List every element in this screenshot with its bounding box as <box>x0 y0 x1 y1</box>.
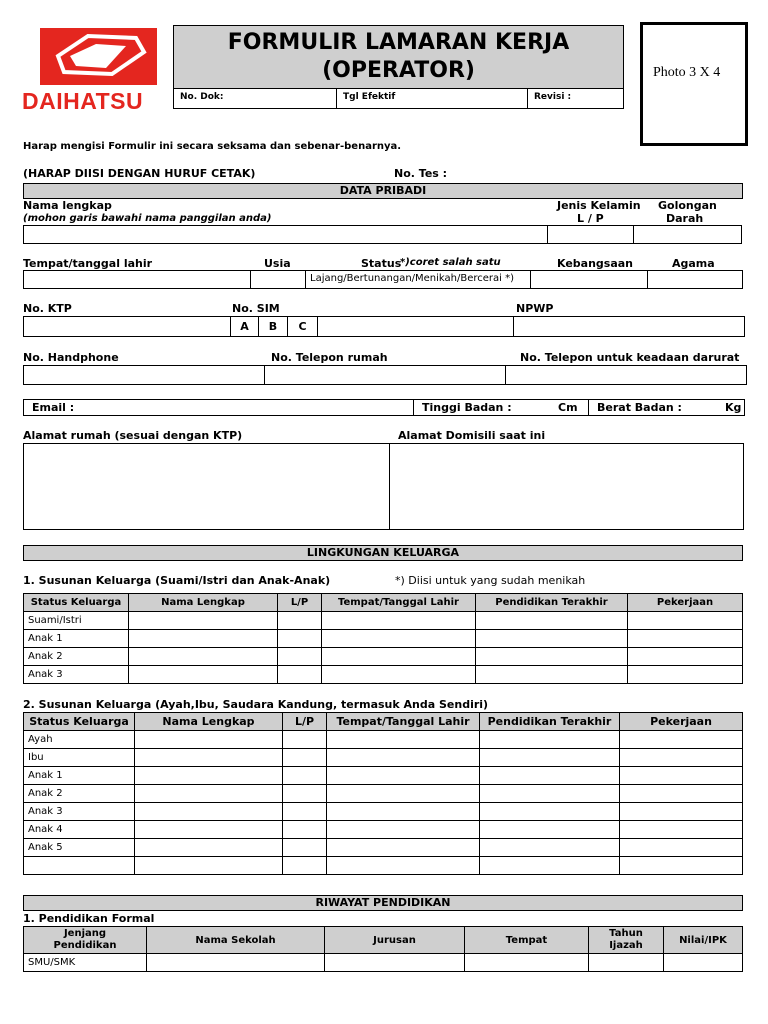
npwp-input[interactable] <box>513 316 745 337</box>
nama-lengkap-input[interactable] <box>23 225 548 244</box>
table-row[interactable] <box>24 803 743 821</box>
table-header-row <box>24 927 743 954</box>
kebangsaan-input[interactable] <box>530 270 648 289</box>
header-jurusan: Jurusan <box>325 927 465 954</box>
row-status: Ayah <box>24 731 135 749</box>
sim-a-checkbox[interactable]: A <box>230 316 259 337</box>
header-pekerjaan: Pekerjaan <box>628 594 743 612</box>
no-ktp-label: No. KTP <box>23 302 72 315</box>
darah-label: Darah <box>666 212 704 225</box>
status-label: Status <box>361 257 402 270</box>
header-status: Status Keluarga <box>24 713 135 731</box>
npwp-label: NPWP <box>516 302 554 315</box>
sim-c-checkbox[interactable]: C <box>287 316 318 337</box>
table-row[interactable] <box>24 767 743 785</box>
susunan-keluarga-1-table <box>23 593 743 684</box>
header-ttl: Tempat/Tanggal Lahir <box>327 713 480 731</box>
header-nama: Nama Lengkap <box>135 713 283 731</box>
tempat-tgl-lahir-label: Tempat/tanggal lahir <box>23 257 153 270</box>
golongan-label: Golongan <box>658 199 717 212</box>
row-status: Anak 1 <box>24 630 129 648</box>
tempat-tgl-lahir-input[interactable] <box>23 270 251 289</box>
brand-name: DAIHATSU <box>22 88 144 114</box>
row-status: Ibu <box>24 749 135 767</box>
header-tempat: Tempat <box>465 927 589 954</box>
daihatsu-emblem-icon <box>40 28 157 85</box>
kebangsaan-label: Kebangsaan <box>557 257 634 270</box>
pendidikan-formal-table <box>23 926 743 972</box>
table-row[interactable] <box>24 954 743 972</box>
daihatsu-logo-mark <box>40 28 157 85</box>
row-status: Anak 2 <box>24 785 135 803</box>
alamat-domisili-textarea[interactable] <box>389 443 744 530</box>
no-hp-label: No. Handphone <box>23 351 119 364</box>
row-status: Anak 5 <box>24 839 135 857</box>
photo-box[interactable] <box>640 22 748 146</box>
table-row[interactable] <box>24 839 743 857</box>
no-dok-cell: No. Dok: <box>173 88 337 109</box>
table-row[interactable] <box>24 630 743 648</box>
form-title-box <box>173 25 624 89</box>
nama-hint: (mohon garis bawahi nama panggilan anda) <box>23 213 272 224</box>
row-status: Anak 3 <box>24 803 135 821</box>
no-telp-darurat-input[interactable] <box>505 365 747 385</box>
instruction-text: Harap mengisi Formulir ini secara seksama dan sebenar-benarnya. <box>23 141 402 152</box>
usia-label: Usia <box>264 257 291 270</box>
berat-badan-input[interactable] <box>588 399 745 416</box>
no-telp-rumah-label: No. Telepon rumah <box>271 351 388 364</box>
golongan-darah-input[interactable] <box>633 225 742 244</box>
usia-input[interactable] <box>250 270 306 289</box>
header-nama: Nama Lengkap <box>129 594 278 612</box>
status-hint: *)coret salah satu <box>400 257 501 268</box>
kg-unit: Kg <box>725 401 742 414</box>
header-nilai: Nilai/IPK <box>664 927 743 954</box>
header-tahun-ijazah: Tahun Ijazah <box>589 927 664 954</box>
tgl-efektif-cell: Tgl Efektif <box>336 88 528 109</box>
status-input[interactable] <box>305 270 531 289</box>
form-title-line1: FORMULIR LAMARAN KERJA <box>227 30 570 55</box>
table-row[interactable] <box>24 857 743 875</box>
cm-unit: Cm <box>558 401 578 414</box>
row-status: Anak 3 <box>24 666 129 684</box>
section-lingkungan-keluarga: LINGKUNGAN KELUARGA <box>23 545 743 561</box>
table-header-row <box>24 594 743 612</box>
header-nama-sekolah: Nama Sekolah <box>147 927 325 954</box>
alamat-rumah-textarea[interactable] <box>23 443 390 530</box>
no-telp-rumah-input[interactable] <box>264 365 506 385</box>
alamat-rumah-label: Alamat rumah (sesuai dengan KTP) <box>23 429 243 442</box>
row-status: Suami/Istri <box>24 612 129 630</box>
pendidikan-formal-title: 1. Pendidikan Formal <box>23 912 155 925</box>
no-sim-input[interactable] <box>317 316 514 337</box>
no-telp-darurat-label: No. Telepon untuk keadaan darurat <box>520 351 740 364</box>
no-hp-input[interactable] <box>23 365 265 385</box>
table-row[interactable] <box>24 821 743 839</box>
table-header-row <box>24 713 743 731</box>
nama-lengkap-label: Nama lengkap <box>23 199 112 212</box>
photo-label: Photo 3 X 4 <box>653 65 721 80</box>
header-status: Status Keluarga <box>24 594 129 612</box>
table-row[interactable] <box>24 666 743 684</box>
table-row[interactable] <box>24 785 743 803</box>
agama-input[interactable] <box>647 270 743 289</box>
no-sim-label: No. SIM <box>232 302 280 315</box>
section-data-pribadi: DATA PRIBADI <box>23 183 743 199</box>
table-row[interactable] <box>24 648 743 666</box>
agama-label: Agama <box>672 257 715 270</box>
tinggi-badan-label: Tinggi Badan : <box>422 401 512 414</box>
header-jenjang: Jenjang Pendidikan <box>24 927 147 954</box>
table-row[interactable] <box>24 612 743 630</box>
table-row[interactable] <box>24 731 743 749</box>
row-jenjang: SMU/SMK <box>24 954 147 972</box>
email-input[interactable] <box>23 399 414 416</box>
header-lp: L/P <box>278 594 322 612</box>
section-riwayat-pendidikan: RIWAYAT PENDIDIKAN <box>23 895 743 911</box>
jenis-kelamin-input[interactable] <box>547 225 634 244</box>
status-options: Lajang/Bertunangan/Menikah/Bercerai *) <box>310 273 515 284</box>
email-label: Email : <box>32 401 75 414</box>
berat-badan-label: Berat Badan : <box>597 401 682 414</box>
no-ktp-input[interactable] <box>23 316 231 337</box>
tinggi-badan-input[interactable] <box>413 399 589 416</box>
header-pendidikan: Pendidikan Terakhir <box>476 594 628 612</box>
row-status: Anak 4 <box>24 821 135 839</box>
form-title-line2: (OPERATOR) <box>322 58 475 83</box>
row-status: Anak 1 <box>24 767 135 785</box>
susunan-keluarga-1-note: *) Diisi untuk yang sudah menikah <box>395 574 586 587</box>
row-status: Anak 2 <box>24 648 129 666</box>
no-tes-label: No. Tes : <box>394 167 448 180</box>
table-row[interactable] <box>24 749 743 767</box>
jenis-kelamin-lp: L / P <box>577 212 604 225</box>
susunan-keluarga-2-title: 2. Susunan Keluarga (Ayah,Ibu, Saudara Kandung, termasuk Anda Sendiri) <box>23 698 489 711</box>
revisi-cell: Revisi : <box>527 88 624 109</box>
susunan-keluarga-1-title: 1. Susunan Keluarga (Suami/Istri dan Anak-Anak) <box>23 574 331 587</box>
row-status[interactable] <box>24 857 135 875</box>
jenis-kelamin-label: Jenis Kelamin <box>557 199 641 212</box>
header-pekerjaan: Pekerjaan <box>620 713 743 731</box>
alamat-domisili-label: Alamat Domisili saat ini <box>398 429 546 442</box>
header-pendidikan: Pendidikan Terakhir <box>480 713 620 731</box>
sim-b-checkbox[interactable]: B <box>258 316 288 337</box>
header-ttl: Tempat/Tanggal Lahir <box>322 594 476 612</box>
susunan-keluarga-2-table <box>23 712 743 875</box>
header-lp: L/P <box>283 713 327 731</box>
capital-letter-note: (HARAP DIISI DENGAN HURUF CETAK) <box>23 167 256 180</box>
